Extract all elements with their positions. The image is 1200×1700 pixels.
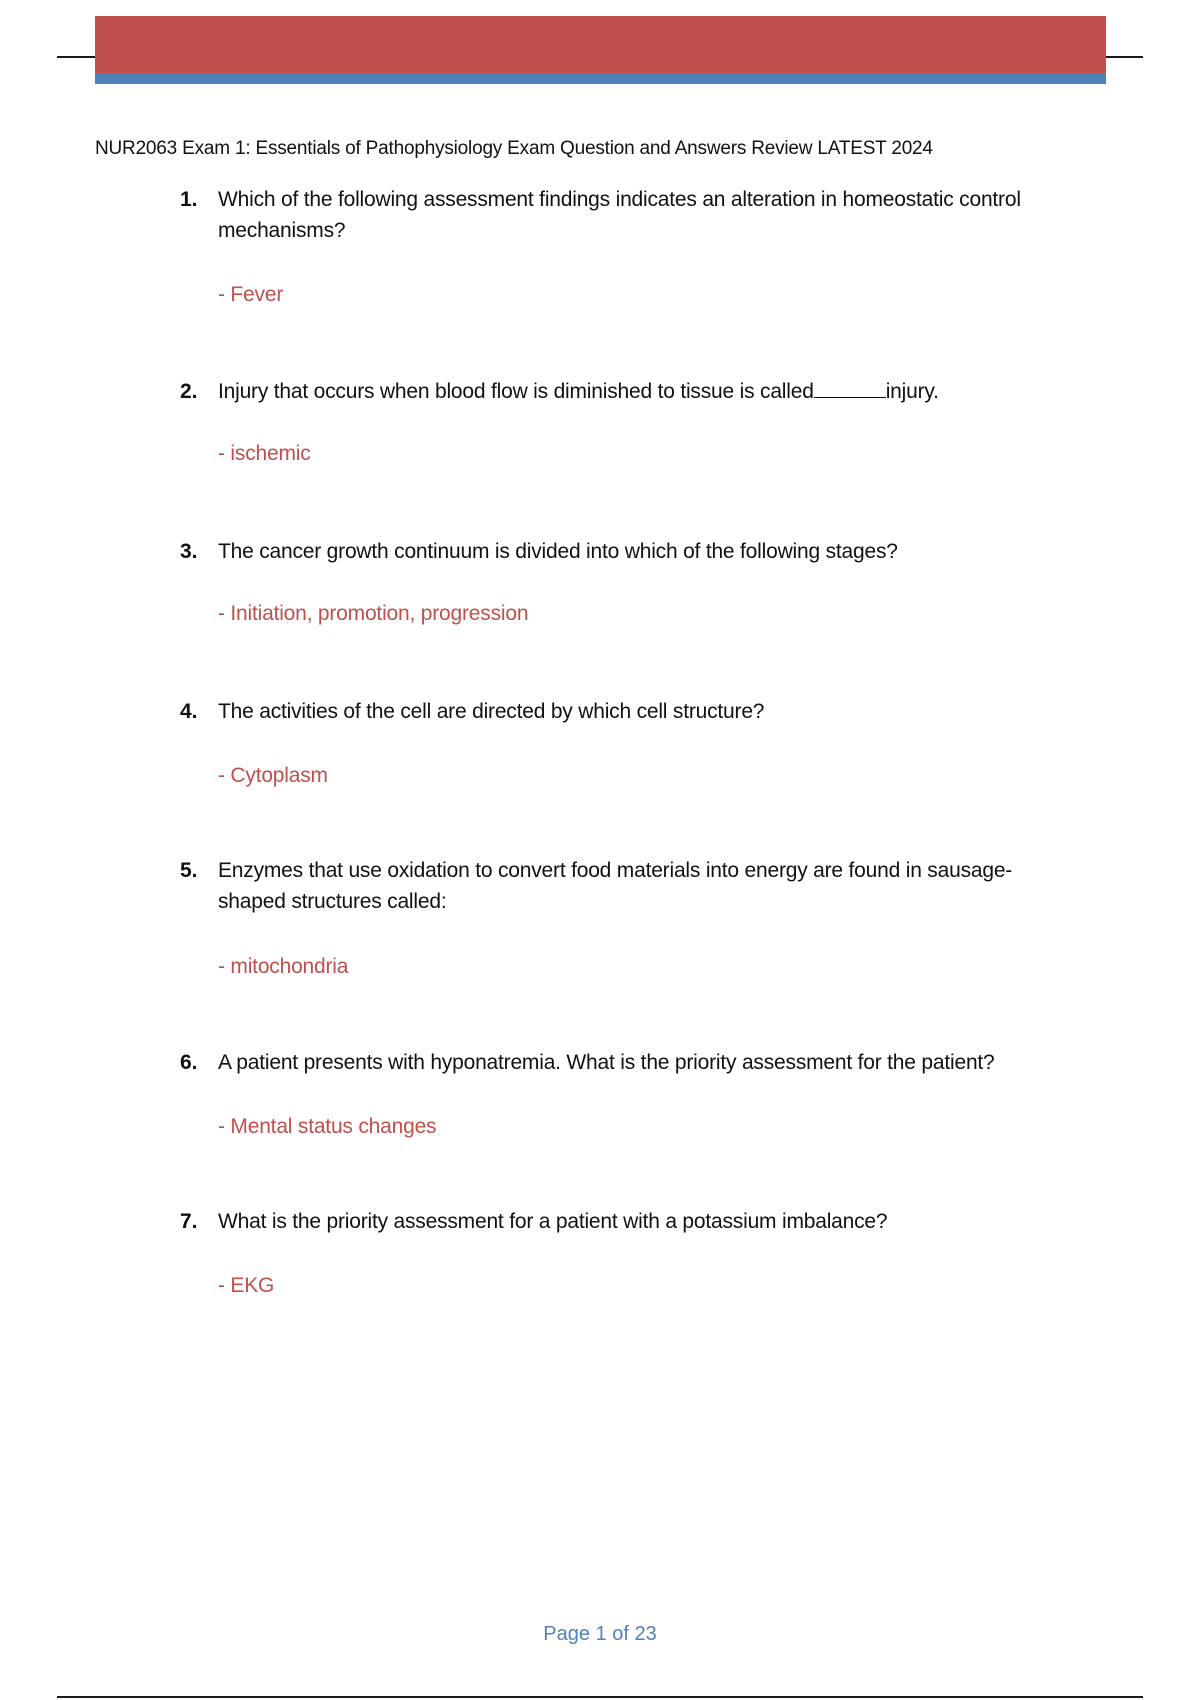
header-band-red (95, 16, 1106, 73)
fill-in-blank (814, 379, 886, 398)
page-header (0, 0, 1200, 100)
document-title: NUR2063 Exam 1: Essentials of Pathophysiology Exam Question and Answers Review LATEST 2024 (95, 138, 933, 159)
page-number: Page 1 of 23 (543, 1623, 657, 1645)
question-text (218, 376, 1078, 407)
answer-text: - Cytoplasm (218, 764, 328, 787)
question-text-before: Injury that occurs when blood flow is diminished to tissue is called (218, 380, 814, 403)
question-number: 2. (180, 380, 198, 403)
question-text: A patient presents with hyponatremia. What is the priority assessment for the patient? (218, 1051, 995, 1074)
answer-text: - EKG (218, 1274, 275, 1297)
answer-text: - Mental status changes (218, 1115, 437, 1138)
header-band-blue (95, 73, 1106, 84)
question-number: 6. (180, 1051, 198, 1074)
answer-text: - ischemic (218, 442, 311, 465)
question-text-after: injury. (885, 380, 939, 403)
footer-rule (57, 1696, 1143, 1698)
answer-text: - Initiation, promotion, progression (218, 602, 529, 625)
answer-text: - Fever (218, 283, 284, 306)
question-number: 5. (180, 859, 198, 882)
question-text: Enzymes that use oxidation to convert food materials into energy are found in sausage-shaped structures called: (218, 859, 1013, 913)
question-number: 1. (180, 188, 198, 211)
question-number: 4. (180, 700, 198, 723)
question-text: The cancer growth continuum is divided into which of the following stages? (218, 540, 898, 563)
question-text: Which of the following assessment findings indicates an alteration in homeostatic control mechanisms? (218, 188, 1021, 242)
question-text: The activities of the cell are directed by which cell structure? (218, 700, 765, 723)
question-number: 3. (180, 540, 198, 563)
question-number: 7. (180, 1210, 198, 1233)
question-text: What is the priority assessment for a patient with a potassium imbalance? (218, 1210, 888, 1233)
answer-text: - mitochondria (218, 955, 349, 978)
